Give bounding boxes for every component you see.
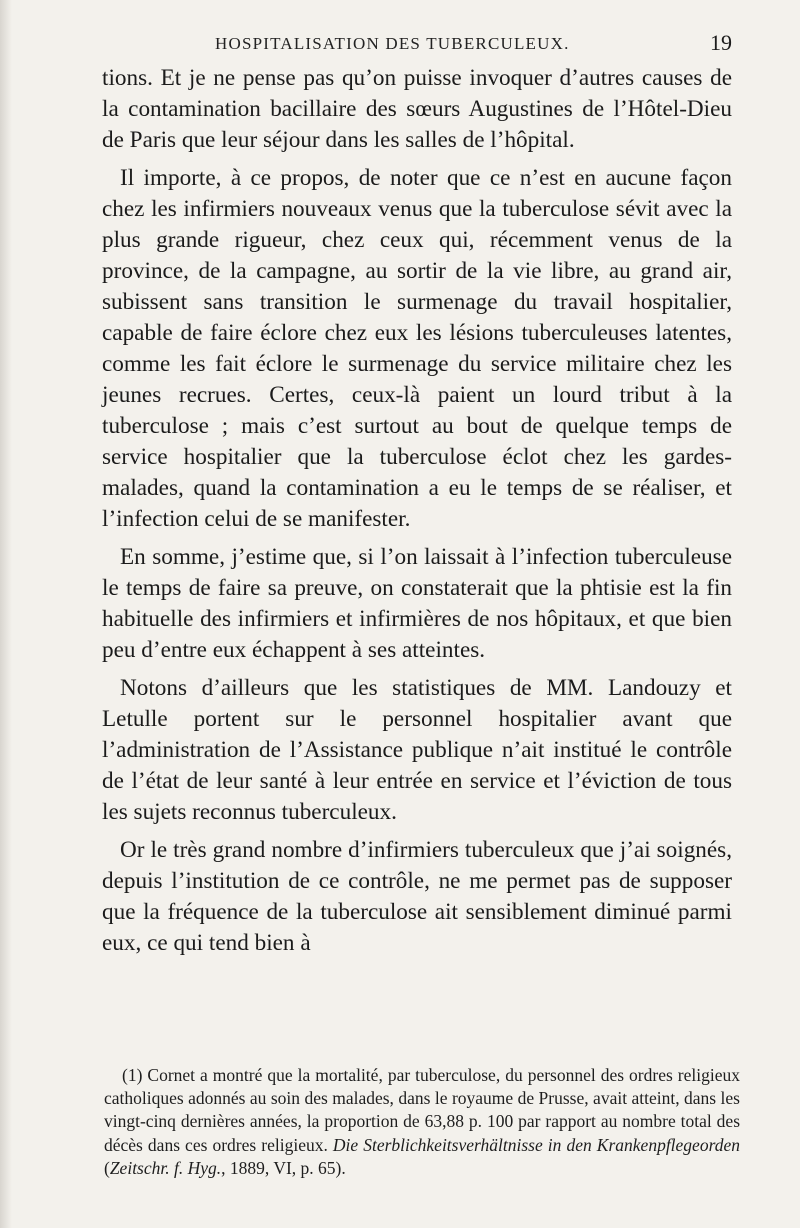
page-number: 19	[710, 30, 732, 55]
footnote-citation: , 1889, VI, p. 65).	[221, 1157, 346, 1178]
footnote-block	[104, 1064, 740, 1180]
paragraph: En somme, j’estime que, si l’on laissait à l’infection tuberculeuse le temps de faire sa preuve, on constaterait que la phtisie est la fin habituelle des infirmiers et infirmières de nos hôpitaux, et que bien peu d’entre eux échappent à ses atteintes.	[102, 544, 732, 663]
paragraph: Or le très grand nombre d’infirmiers tuberculeux que j’ai soignés, depuis l’institution de ce contrôle, ne me permet pas de supposer que la fréquence de la tuberculose ait sensiblement diminué parmi eux, ce qui tend bien à	[102, 837, 732, 956]
running-title: HOSPITALISATION DES TUBERCULEUX.	[215, 34, 570, 53]
footnote-text: (1) Cornet a montré que la mortalité, par tuberculose, du personnel des ordres religieux catholiques adonnés au soin des malades, dans le royaume de Prusse, avait atteint, dans les vingt-cinq dernières années, la proportion de 63,88 p. 100 par rapport au nombre total des décès dans ces ordres religieux.	[104, 1065, 740, 1155]
body-text	[102, 63, 732, 966]
page-edge-shadow	[0, 0, 12, 1228]
footnote-journal: Zeitschr. f. Hyg.	[109, 1157, 222, 1178]
footnote-cited-title: Die Sterblichkeitsverhältnisse in den Krankenpflegeorden	[332, 1134, 741, 1155]
paragraph-continuation: tions. Et je ne pense pas qu’on puisse invoquer d’autres causes de la contamination bacillaire des sœurs Augustines de l’Hôtel-Dieu de Paris que leur séjour dans les salles de l’hôpital.	[102, 65, 732, 153]
paragraph: Il importe, à ce propos, de noter que ce n’est en aucune façon chez les infirmiers nouveaux venus que la tuberculose sévit avec la plus grande rigueur, chez ceux qui, récemment venus de la province, de la campagne, au sortir de la vie libre, au grand air, subissent sans transition le surmenage du travail hospitalier, capable de faire éclore chez eux les lésions tuberculeuses latentes, comme les fait éclore le surmenage du service militaire chez les jeunes recrues. Certes, ceux-là paient un lourd tribut à la tuberculose ; mais c’est surtout au bout de quelque temps de service hospitalier que la tuberculose éclot chez les gardes-malades, quand la contamination a eu le temps de se réaliser, et l’infection celui de se manifester.	[102, 165, 732, 532]
paragraph: Notons d’ailleurs que les statistiques de MM. Landouzy et Letulle portent sur le personnel hospitalier avant que l’administration de l’Assistance publique n’ait institué le contrôle de l’état de leur santé à leur entrée en service et l’éviction de tous les sujets reconnus tuberculeux.	[102, 675, 732, 825]
footnote-paren: (	[104, 1157, 110, 1178]
footnote	[104, 1064, 740, 1180]
